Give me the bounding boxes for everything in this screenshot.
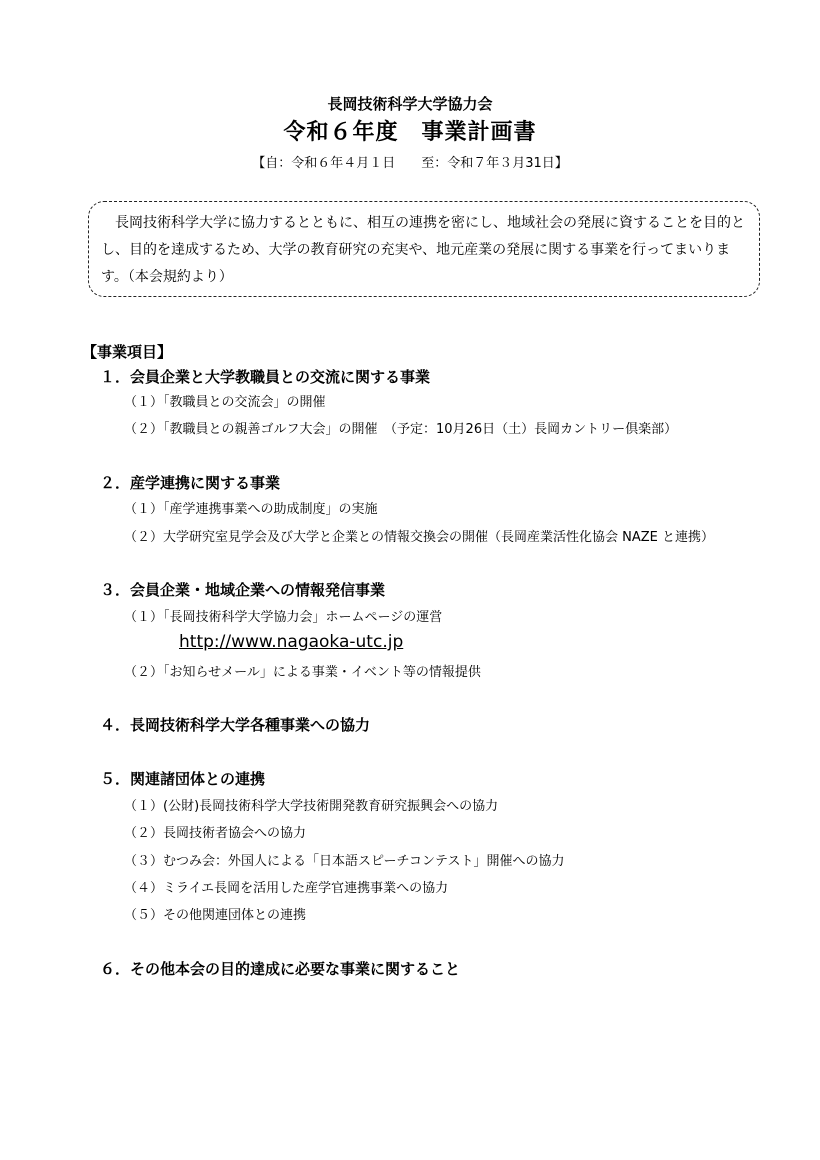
fiscal-period: 【自：令和６年４月１日 至：令和７年３月31日】 — [252, 156, 568, 171]
purpose-box — [88, 201, 760, 297]
item-heading-2: ２．産学連携に関する事業 — [100, 474, 281, 492]
item-1-sub-2: （２）「教職員との親善ゴルフ大会」の開催 （予定：10月26日（土）長岡カントリー倶楽部） — [124, 422, 678, 437]
item-2-sub-2: （２）大学研究室見学会及び大学と企業との情報交換会の開催（長岡産業活性化協会 NAZE と連携） — [124, 530, 715, 545]
item-heading-1: １．会員企業と大学教職員との交流に関する事業 — [100, 368, 431, 386]
item-heading-4: ４．長岡技術科学大学各種事業への協力 — [100, 716, 371, 734]
homepage-link[interactable]: http://www.nagaoka-utc.jp — [179, 632, 404, 652]
organization-name: 長岡技術科学大学協力会 — [327, 95, 493, 113]
item-heading-3: ３．会員企業・地域企業への情報発信事業 — [100, 581, 386, 599]
item-3-sub-1: （１）「長岡技術科学大学協力会」ホームページの運営 — [124, 610, 443, 625]
item-heading-6: ６．その他本会の目的達成に必要な事業に関すること — [100, 960, 461, 978]
item-5-sub-1: （１）(公財)長岡技術科学大学技術開発教育研究振興会への協力 — [124, 799, 499, 814]
item-1-sub-1: （１）「教職員との交流会」の開催 — [124, 395, 326, 410]
item-2-sub-1: （１）「産学連携事業への助成制度」の実施 — [124, 502, 378, 517]
item-5-sub-3: （３）むつみ会：外国人による「日本語スピーチコンテスト」開催への協力 — [124, 854, 565, 869]
item-5-sub-2: （２）長岡技術者協会への協力 — [124, 826, 307, 841]
item-5-sub-5: （５）その他関連団体との連携 — [124, 908, 307, 923]
section-title: 【事業項目】 — [82, 343, 173, 361]
item-heading-5: ５．関連諸団体との連携 — [100, 770, 266, 788]
item-3-sub-2: （２）「お知らせメール」による事業・イベント等の情報提供 — [124, 665, 481, 680]
document-title: 令和６年度 事業計画書 — [283, 120, 537, 145]
purpose-text: 長岡技術科学大学に協力するとともに、相互の連携を密にし、地域社会の発展に資することを目的とし、目的を達成するため、大学の教育研究の充実や、地元産業の発展に関する事業を行ってまいります。（本会規約より） — [101, 215, 745, 285]
item-5-sub-4: （４）ミライエ長岡を活用した産学官連携事業への協力 — [124, 881, 449, 896]
